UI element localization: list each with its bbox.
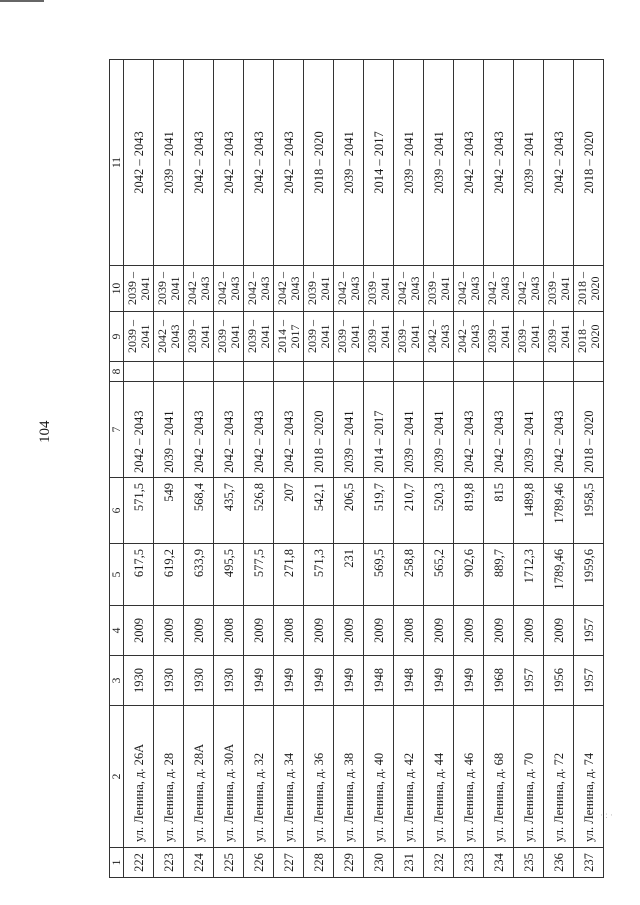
cell-area-total: 889,7 <box>484 544 514 606</box>
cell-period-10: 2042 – 2043 <box>184 266 214 312</box>
table-body <box>124 60 604 878</box>
cell-row-number: 233 <box>454 848 484 878</box>
cell-period-11: 2039 – 2041 <box>334 60 364 266</box>
cell-period-7: 2042 – 2043 <box>454 382 484 478</box>
cell-address: ул. Ленина, д. 36 <box>304 706 334 848</box>
cell-area-living: 206,5 <box>334 478 364 544</box>
cell-area-living: 568,4 <box>184 478 214 544</box>
cell-area-total: 617,5 <box>124 544 154 606</box>
cell-row-number: 232 <box>424 848 454 878</box>
cell-year-updated: 2008 <box>214 606 244 656</box>
cell-period-9: 2014 – 2017 <box>274 312 304 362</box>
cell-period-7: 2039 – 2041 <box>514 382 544 478</box>
cell-row-number: 222 <box>124 848 154 878</box>
table-row <box>424 60 454 878</box>
cell-year-built: 1949 <box>424 656 454 706</box>
table-row <box>334 60 364 878</box>
cell-period-7: 2042 – 2043 <box>124 382 154 478</box>
cell-period-9: 2039 – 2041 <box>214 312 244 362</box>
cell-period-9: 2042 – 2043 <box>154 312 184 362</box>
cell-year-built: 1957 <box>514 656 544 706</box>
table-row <box>364 60 394 878</box>
cell-area-living: 1958,5 <box>574 478 604 544</box>
cell-year-built: 1949 <box>334 656 364 706</box>
table-row <box>274 60 304 878</box>
cell-period-9: 2039 – 2041 <box>484 312 514 362</box>
rotated-table-container <box>109 60 602 878</box>
cell-period-11: 2039 – 2041 <box>424 60 454 266</box>
cell-period-10: 2039 – 2041 <box>154 266 184 312</box>
cell-col-8 <box>454 362 484 382</box>
cell-row-number: 234 <box>484 848 514 878</box>
cell-period-9: 2039 – 2041 <box>124 312 154 362</box>
column-number-row <box>110 60 124 878</box>
cell-col-8 <box>334 362 364 382</box>
cell-area-total: 1959,6 <box>574 544 604 606</box>
cell-address: ул. Ленина, д. 34 <box>274 706 304 848</box>
cell-row-number: 224 <box>184 848 214 878</box>
cell-col-8 <box>304 362 334 382</box>
cell-period-10: 2042 – 2043 <box>514 266 544 312</box>
cell-area-living: 819,8 <box>454 478 484 544</box>
cell-col-8 <box>184 362 214 382</box>
cell-col-8 <box>544 362 574 382</box>
cell-area-living: 571,5 <box>124 478 154 544</box>
cell-col-8 <box>274 362 304 382</box>
cell-period-11: 2014 – 2017 <box>364 60 394 266</box>
cell-period-9: 2042 – 2043 <box>454 312 484 362</box>
cell-area-living: 520,3 <box>424 478 454 544</box>
cell-area-total: 571,3 <box>304 544 334 606</box>
cell-col-8 <box>364 362 394 382</box>
cell-period-10: 2042 – 2043 <box>274 266 304 312</box>
cell-period-10: 2039 – 2041 <box>544 266 574 312</box>
cell-row-number: 236 <box>544 848 574 878</box>
cell-col-8 <box>154 362 184 382</box>
cell-period-9: 2039 – 2041 <box>304 312 334 362</box>
cell-area-living: 207 <box>274 478 304 544</box>
cell-year-updated: 2009 <box>334 606 364 656</box>
cell-period-7: 2039 – 2041 <box>424 382 454 478</box>
cell-year-built: 1948 <box>394 656 424 706</box>
cell-period-10: 2018 – 2020 <box>574 266 604 312</box>
cell-period-7: 2042 – 2043 <box>544 382 574 478</box>
cell-area-living: 815 <box>484 478 514 544</box>
table-row <box>484 60 514 878</box>
cell-year-updated: 2009 <box>364 606 394 656</box>
cell-period-9: 2039 – 2041 <box>244 312 274 362</box>
cell-area-total: 565,2 <box>424 544 454 606</box>
cell-year-updated: 1957 <box>574 606 604 656</box>
cell-period-7: 2042 – 2043 <box>214 382 244 478</box>
cell-period-11: 2042 – 2043 <box>184 60 214 266</box>
cell-address: ул. Ленина, д. 38 <box>334 706 364 848</box>
column-number-8: 8 <box>110 362 124 382</box>
cell-year-updated: 2009 <box>244 606 274 656</box>
cell-area-total: 902,6 <box>454 544 484 606</box>
column-number-2: 2 <box>110 706 124 848</box>
cell-period-11: 2042 – 2043 <box>214 60 244 266</box>
cell-col-8 <box>484 362 514 382</box>
cell-period-11: 2039 – 2041 <box>154 60 184 266</box>
cell-period-11: 2042 – 2043 <box>544 60 574 266</box>
cell-address: ул. Ленина, д. 68 <box>484 706 514 848</box>
table-row <box>454 60 484 878</box>
cell-period-10: 2042 – 2043 <box>394 266 424 312</box>
cell-col-8 <box>214 362 244 382</box>
cell-year-built: 1956 <box>544 656 574 706</box>
cell-period-7: 2039 – 2041 <box>394 382 424 478</box>
column-number-6: 6 <box>110 478 124 544</box>
cell-area-total: 495,5 <box>214 544 244 606</box>
column-number-7: 7 <box>110 382 124 478</box>
cell-col-8 <box>514 362 544 382</box>
housing-table <box>109 59 604 878</box>
cell-row-number: 226 <box>244 848 274 878</box>
cell-area-living: 526,8 <box>244 478 274 544</box>
cell-address: ул. Ленина, д. 46 <box>454 706 484 848</box>
cell-year-built: 1949 <box>244 656 274 706</box>
cell-area-living: 1789,46 <box>544 478 574 544</box>
cell-row-number: 231 <box>394 848 424 878</box>
cell-row-number: 229 <box>334 848 364 878</box>
cell-year-built: 1957 <box>574 656 604 706</box>
cell-period-11: 2039 – 2041 <box>514 60 544 266</box>
cell-year-built: 1968 <box>484 656 514 706</box>
column-number-10: 10 <box>110 266 124 312</box>
cell-period-10: 2042 – 2043 <box>214 266 244 312</box>
cell-col-8 <box>574 362 604 382</box>
column-number-11: 11 <box>110 60 124 266</box>
cell-period-7: 2042 – 2043 <box>184 382 214 478</box>
cell-period-9: 2039 – 2041 <box>184 312 214 362</box>
cell-year-updated: 2009 <box>304 606 334 656</box>
cell-period-10: 2042 – 2043 <box>454 266 484 312</box>
cell-area-total: 577,5 <box>244 544 274 606</box>
cell-period-10: 2042 – 2043 <box>484 266 514 312</box>
cell-year-updated: 2009 <box>124 606 154 656</box>
cell-area-total: 1789,46 <box>544 544 574 606</box>
cell-period-9: 2018 – 2020 <box>574 312 604 362</box>
scan-noise: · : · <box>600 810 613 820</box>
cell-address: ул. Ленина, д. 44 <box>424 706 454 848</box>
cell-period-7: 2018 – 2020 <box>574 382 604 478</box>
cell-area-total: 1712,3 <box>514 544 544 606</box>
cell-year-built: 1948 <box>364 656 394 706</box>
cell-area-total: 633,9 <box>184 544 214 606</box>
cell-area-living: 1489,8 <box>514 478 544 544</box>
cell-period-10: 2039 – 2041 <box>364 266 394 312</box>
cell-period-11: 2042 – 2043 <box>484 60 514 266</box>
cell-period-11: 2039 – 2041 <box>394 60 424 266</box>
cell-area-living: 435,7 <box>214 478 244 544</box>
cell-period-10: 2042 – 2043 <box>334 266 364 312</box>
cell-period-9: 2042 – 2043 <box>424 312 454 362</box>
cell-area-living: 519,7 <box>364 478 394 544</box>
cell-period-11: 2018 – 2020 <box>574 60 604 266</box>
cell-address: ул. Ленина, д. 74 <box>574 706 604 848</box>
cell-year-updated: 2008 <box>274 606 304 656</box>
cell-period-7: 2039 – 2041 <box>154 382 184 478</box>
cell-address: ул. Ленина, д. 70 <box>514 706 544 848</box>
cell-year-updated: 2009 <box>514 606 544 656</box>
cell-period-11: 2042 – 2043 <box>454 60 484 266</box>
table-row <box>394 60 424 878</box>
page-number: 104 <box>37 420 53 443</box>
cell-year-built: 1930 <box>214 656 244 706</box>
column-number-3: 3 <box>110 656 124 706</box>
cell-row-number: 227 <box>274 848 304 878</box>
table-row <box>244 60 274 878</box>
cell-period-9: 2039 – 2041 <box>544 312 574 362</box>
cell-period-9: 2039 – 2041 <box>334 312 364 362</box>
cell-year-updated: 2008 <box>394 606 424 656</box>
cell-year-built: 1930 <box>154 656 184 706</box>
cell-period-9: 2039 – 2041 <box>394 312 424 362</box>
cell-address: ул. Ленина, д. 42 <box>394 706 424 848</box>
table-row <box>514 60 544 878</box>
cell-period-11: 2042 – 2043 <box>274 60 304 266</box>
cell-period-11: 2042 – 2043 <box>124 60 154 266</box>
table-row <box>184 60 214 878</box>
cell-year-built: 1930 <box>184 656 214 706</box>
cell-area-total: 271,8 <box>274 544 304 606</box>
cell-period-9: 2039 – 2041 <box>364 312 394 362</box>
cell-row-number: 223 <box>154 848 184 878</box>
table-row <box>544 60 574 878</box>
column-number-5: 5 <box>110 544 124 606</box>
table-row <box>574 60 604 878</box>
column-number-1: 1 <box>110 848 124 878</box>
cell-col-8 <box>424 362 454 382</box>
cell-year-built: 1949 <box>274 656 304 706</box>
cell-area-living: 542,1 <box>304 478 334 544</box>
column-number-9: 9 <box>110 312 124 362</box>
cell-period-9: 2039 – 2041 <box>514 312 544 362</box>
cell-year-updated: 2009 <box>454 606 484 656</box>
cell-address: ул. Ленина, д. 26А <box>124 706 154 848</box>
cell-period-10: 2039 – 2041 <box>304 266 334 312</box>
cell-year-updated: 2009 <box>424 606 454 656</box>
cell-row-number: 230 <box>364 848 394 878</box>
cell-period-10: 2039 – 2041 <box>424 266 454 312</box>
table-row <box>304 60 334 878</box>
column-number-4: 4 <box>110 606 124 656</box>
cell-row-number: 235 <box>514 848 544 878</box>
cell-col-8 <box>244 362 274 382</box>
cell-year-built: 1930 <box>124 656 154 706</box>
cell-address: ул. Ленина, д. 72 <box>544 706 574 848</box>
cell-address: ул. Ленина, д. 30А <box>214 706 244 848</box>
cell-year-built: 1949 <box>304 656 334 706</box>
cell-area-total: 619,2 <box>154 544 184 606</box>
cell-address: ул. Ленина, д. 32 <box>244 706 274 848</box>
cell-row-number: 228 <box>304 848 334 878</box>
cell-row-number: 225 <box>214 848 244 878</box>
cell-year-updated: 2009 <box>544 606 574 656</box>
cell-period-7: 2042 – 2043 <box>274 382 304 478</box>
cell-area-living: 210,7 <box>394 478 424 544</box>
cell-area-total: 231 <box>334 544 364 606</box>
cell-period-10: 2039 – 2041 <box>124 266 154 312</box>
cell-address: ул. Ленина, д. 28А <box>184 706 214 848</box>
cell-area-total: 569,5 <box>364 544 394 606</box>
cell-col-8 <box>394 362 424 382</box>
cell-period-10: 2042 – 2043 <box>244 266 274 312</box>
cell-period-7: 2039 – 2041 <box>334 382 364 478</box>
cell-period-11: 2042 – 2043 <box>244 60 274 266</box>
cell-address: ул. Ленина, д. 28 <box>154 706 184 848</box>
table-row <box>214 60 244 878</box>
cell-area-total: 258,8 <box>394 544 424 606</box>
cell-period-7: 2014 – 2017 <box>364 382 394 478</box>
cell-year-built: 1949 <box>454 656 484 706</box>
table-row <box>124 60 154 878</box>
table-row <box>154 60 184 878</box>
scan-edge-mark <box>0 0 44 2</box>
cell-period-11: 2018 – 2020 <box>304 60 334 266</box>
cell-period-7: 2042 – 2043 <box>244 382 274 478</box>
cell-row-number: 237 <box>574 848 604 878</box>
cell-period-7: 2042 – 2043 <box>484 382 514 478</box>
cell-period-7: 2018 – 2020 <box>304 382 334 478</box>
cell-year-updated: 2009 <box>184 606 214 656</box>
cell-area-living: 549 <box>154 478 184 544</box>
cell-address: ул. Ленина, д. 40 <box>364 706 394 848</box>
cell-year-updated: 2009 <box>484 606 514 656</box>
cell-col-8 <box>124 362 154 382</box>
cell-year-updated: 2009 <box>154 606 184 656</box>
